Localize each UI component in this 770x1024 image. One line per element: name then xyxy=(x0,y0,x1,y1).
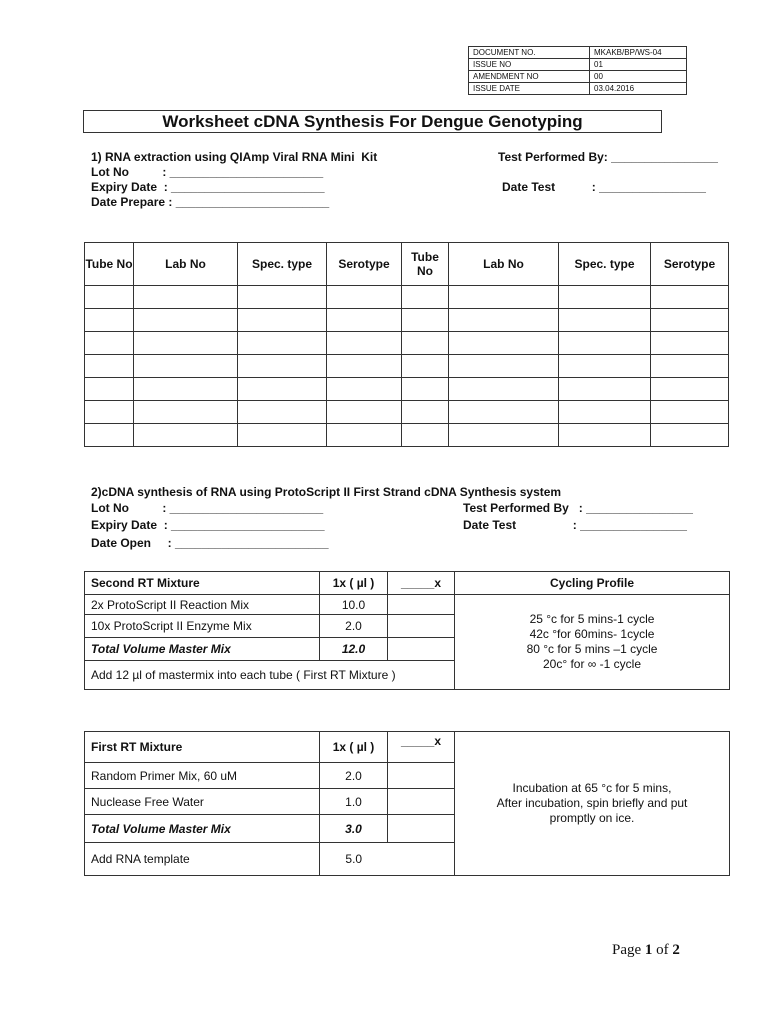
page-number xyxy=(612,942,680,959)
issue-no-label: ISSUE NO xyxy=(469,59,590,71)
section1-date-test-field[interactable]: Date Test : ________________ xyxy=(502,180,706,194)
table-row xyxy=(85,286,729,309)
doc-control-row xyxy=(469,83,687,95)
table-cell[interactable] xyxy=(238,424,327,447)
table-cell[interactable] xyxy=(559,378,651,401)
second-rt-total-value: 12.0 xyxy=(320,638,388,661)
rna-template-value: 5.0 xyxy=(320,843,388,876)
table-cell[interactable] xyxy=(85,309,134,332)
nuclease-water-value: 1.0 xyxy=(320,789,388,815)
table-cell[interactable] xyxy=(85,332,134,355)
incubation-line-2: After incubation, spin briefly and put xyxy=(496,796,688,810)
doc-number-value: MKAKB/BP/WS-04 xyxy=(590,47,687,59)
table-cell[interactable] xyxy=(449,401,559,424)
table-cell[interactable] xyxy=(559,309,651,332)
table-cell[interactable] xyxy=(327,401,402,424)
reaction-mix-value: 10.0 xyxy=(320,595,388,615)
section2-date-test-field[interactable]: Date Test : ________________ xyxy=(463,518,687,532)
enzyme-mix-x-cell[interactable] xyxy=(388,615,455,638)
table-row xyxy=(85,332,729,355)
first-rt-header xyxy=(85,732,730,763)
section2-lot-field[interactable]: Lot No : _______________________ xyxy=(91,501,324,515)
table-cell[interactable] xyxy=(134,286,238,309)
second-rt-title: Second RT Mixture xyxy=(85,572,320,595)
cycling-profile-cell xyxy=(455,595,730,690)
table-cell[interactable] xyxy=(327,355,402,378)
table-cell[interactable] xyxy=(134,332,238,355)
table-cell[interactable] xyxy=(651,355,729,378)
doc-control-row xyxy=(469,47,687,59)
sample-table xyxy=(84,242,729,447)
first-rt-1x-header: 1x ( µl ) xyxy=(320,732,388,763)
cycling-step-4: 20c° for ∞ -1 cycle xyxy=(542,657,642,671)
table-cell[interactable] xyxy=(449,332,559,355)
col-tube-no-2: Tube No xyxy=(402,243,449,286)
col-lab-no-2: Lab No xyxy=(449,243,559,286)
table-cell[interactable] xyxy=(449,309,559,332)
doc-control-row xyxy=(469,59,687,71)
section2-open-field[interactable]: Date Open : _______________________ xyxy=(91,536,329,550)
cycling-step-2: 42c °for 60mins- 1cycle xyxy=(529,627,655,641)
document-control-table xyxy=(468,46,687,95)
table-cell[interactable] xyxy=(559,332,651,355)
rna-template-label: Add RNA template xyxy=(85,843,320,876)
table-cell[interactable] xyxy=(402,378,449,401)
table-cell[interactable] xyxy=(402,332,449,355)
reaction-mix-x-cell[interactable] xyxy=(388,595,455,615)
table-cell[interactable] xyxy=(238,378,327,401)
table-cell[interactable] xyxy=(402,401,449,424)
table-cell[interactable] xyxy=(85,424,134,447)
first-rt-total-label: Total Volume Master Mix xyxy=(85,815,320,843)
nuclease-water-x-cell[interactable] xyxy=(388,789,455,815)
section1-lot-field[interactable]: Lot No : _______________________ xyxy=(91,165,324,179)
table-cell[interactable] xyxy=(327,332,402,355)
table-cell[interactable] xyxy=(402,424,449,447)
table-cell[interactable] xyxy=(651,332,729,355)
table-cell[interactable] xyxy=(327,309,402,332)
col-tube-no: Tube No xyxy=(85,243,134,286)
table-cell[interactable] xyxy=(238,332,327,355)
table-cell[interactable] xyxy=(449,355,559,378)
first-rt-total-x-cell[interactable] xyxy=(388,815,455,843)
page-label: Page xyxy=(612,942,642,958)
table-cell[interactable] xyxy=(327,424,402,447)
col-spec-type-2: Spec. type xyxy=(559,243,651,286)
table-cell[interactable] xyxy=(559,424,651,447)
page-current: 1 xyxy=(644,942,653,958)
section1-expiry-field[interactable]: Expiry Date : _______________________ xyxy=(91,180,325,194)
issue-date-label: ISSUE DATE xyxy=(469,83,590,95)
first-rt-total-value: 3.0 xyxy=(320,815,388,843)
col-lab-no: Lab No xyxy=(134,243,238,286)
table-cell[interactable] xyxy=(85,401,134,424)
section1-heading: 1) RNA extraction using QIAmp Viral RNA Mini Kit xyxy=(91,150,378,164)
table-cell[interactable] xyxy=(402,309,449,332)
table-cell[interactable] xyxy=(134,355,238,378)
table-row xyxy=(85,424,729,447)
second-rt-total-x-cell[interactable] xyxy=(388,638,455,661)
table-cell[interactable] xyxy=(449,286,559,309)
table-cell[interactable] xyxy=(85,378,134,401)
table-cell[interactable] xyxy=(449,424,559,447)
second-rt-header xyxy=(85,572,730,595)
col-serotype-2: Serotype xyxy=(651,243,729,286)
incubation-line-3: promptly on ice. xyxy=(549,811,635,825)
page-of-label: of xyxy=(656,942,669,958)
section1-prepare-field[interactable]: Date Prepare : _______________________ xyxy=(91,195,330,209)
table-cell[interactable] xyxy=(559,286,651,309)
second-rt-total-label: Total Volume Master Mix xyxy=(85,638,320,661)
table-row xyxy=(85,309,729,332)
first-rt-x-header[interactable]: _____x xyxy=(388,732,455,763)
second-rt-table xyxy=(84,571,730,690)
issue-date-value: 03.04.2016 xyxy=(590,83,687,95)
doc-control-row xyxy=(469,71,687,83)
table-cell[interactable] xyxy=(238,401,327,424)
table-cell[interactable] xyxy=(134,309,238,332)
page-total: 2 xyxy=(672,942,680,958)
table-cell[interactable] xyxy=(402,286,449,309)
table-cell[interactable] xyxy=(238,286,327,309)
reaction-mix-label: 2x ProtoScript II Reaction Mix xyxy=(85,595,320,615)
nuclease-water-label: Nuclease Free Water xyxy=(85,789,320,815)
section1-test-performed-field[interactable]: Test Performed By: ________________ xyxy=(498,150,718,164)
mastermix-note: Add 12 µl of mastermix into each tube ( First RT Mixture ) xyxy=(85,661,455,690)
section2-expiry-field[interactable]: Expiry Date : _______________________ xyxy=(91,518,325,532)
incubation-cell xyxy=(455,732,730,876)
second-rt-x-header[interactable]: _____x xyxy=(388,572,455,595)
table-cell[interactable] xyxy=(651,309,729,332)
table-row xyxy=(85,378,729,401)
first-rt-table xyxy=(84,731,730,876)
table-cell[interactable] xyxy=(134,401,238,424)
cycling-profile-header: Cycling Profile xyxy=(455,572,730,595)
table-cell[interactable] xyxy=(449,378,559,401)
col-serotype: Serotype xyxy=(327,243,402,286)
table-row xyxy=(85,595,730,615)
enzyme-mix-label: 10x ProtoScript II Enzyme Mix xyxy=(85,615,320,638)
section2-test-performed-field[interactable]: Test Performed By : ________________ xyxy=(463,501,693,515)
rna-template-blank xyxy=(388,843,455,876)
table-row xyxy=(85,355,729,378)
table-cell[interactable] xyxy=(651,424,729,447)
cycling-step-1: 25 °c for 5 mins-1 cycle xyxy=(529,612,655,626)
table-cell[interactable] xyxy=(85,286,134,309)
table-cell[interactable] xyxy=(327,378,402,401)
random-primer-label: Random Primer Mix, 60 uM xyxy=(85,763,320,789)
table-cell[interactable] xyxy=(402,355,449,378)
table-cell[interactable] xyxy=(238,355,327,378)
doc-number-label: DOCUMENT NO. xyxy=(469,47,590,59)
random-primer-value: 2.0 xyxy=(320,763,388,789)
table-cell[interactable] xyxy=(651,378,729,401)
table-cell[interactable] xyxy=(327,286,402,309)
cycling-step-3: 80 °c for 5 mins –1 cycle xyxy=(526,642,658,656)
worksheet-title: Worksheet cDNA Synthesis For Dengue Genotyping xyxy=(83,110,662,133)
random-primer-x-cell[interactable] xyxy=(388,763,455,789)
enzyme-mix-value: 2.0 xyxy=(320,615,388,638)
table-cell[interactable] xyxy=(651,401,729,424)
issue-no-value: 01 xyxy=(590,59,687,71)
table-cell[interactable] xyxy=(238,309,327,332)
sample-table-header xyxy=(85,243,729,286)
table-cell[interactable] xyxy=(559,355,651,378)
table-cell[interactable] xyxy=(134,378,238,401)
table-cell[interactable] xyxy=(651,286,729,309)
table-cell[interactable] xyxy=(134,424,238,447)
col-spec-type: Spec. type xyxy=(238,243,327,286)
amendment-no-value: 00 xyxy=(590,71,687,83)
incubation-line-1: Incubation at 65 °c for 5 mins, xyxy=(512,781,672,795)
table-cell[interactable] xyxy=(559,401,651,424)
table-cell[interactable] xyxy=(85,355,134,378)
section2-heading: 2)cDNA synthesis of RNA using ProtoScript II First Strand cDNA Synthesis system xyxy=(91,485,562,499)
second-rt-1x-header: 1x ( µl ) xyxy=(320,572,388,595)
amendment-no-label: AMENDMENT NO xyxy=(469,71,590,83)
first-rt-title: First RT Mixture xyxy=(85,732,320,763)
table-row xyxy=(85,401,729,424)
